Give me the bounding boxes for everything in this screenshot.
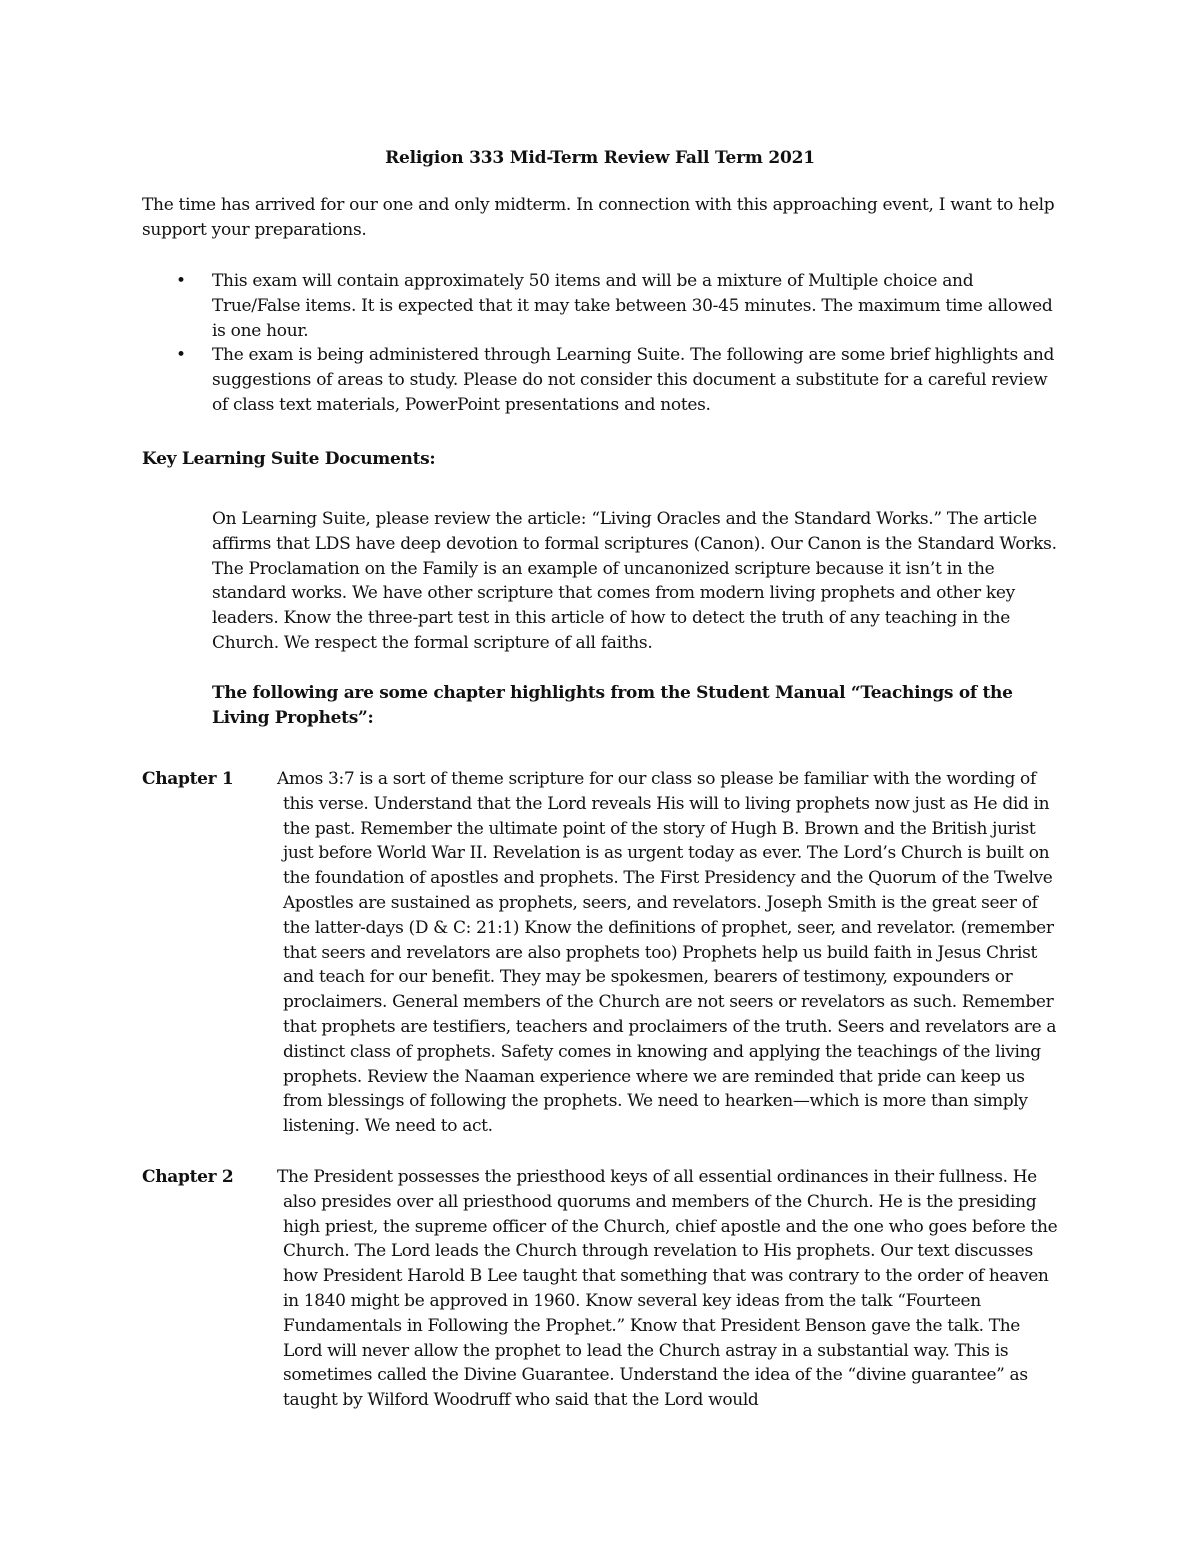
chapter-2-text: The President possesses the priesthood keys of all essential ordinances in their fullness. He also presides over all priesthood quorums and members of the Church. He is the presiding high priest, the supreme officer of the Church, chief apostle and the one who goes before the Church. The Lord leads the Church through revelation to His prophets. Our text discusses how President Harold B Lee taught that something that was contrary to the order of heaven in 1840 might be approved in 1960. Know several key ideas from the talk “Fourteen Fundamentals in Following the Prophet.” Know that President Benson gave the talk. The Lord will never allow the prophet to lead the Church astray in a substantial way. This is sometimes called the Divine Guarantee. Understand the idea of the “divine guarantee” as taught by Wilford Woodruff who said that the Lord would	[277, 1167, 1058, 1411]
bullet-text: This exam will contain approximately 50 items and will be a mixture of Multiple choice and True/False items. It is expected that it may take between 30-45 minutes. The maximum time allowed is one hour.	[212, 271, 1053, 341]
article-paragraph: On Learning Suite, please review the article: “Living Oracles and the Standard Works.” The article affirms that LDS have deep devotion to formal scriptures (Canon). Our Canon is the Standard Works. The Proclamation on the Family is an example of uncanonized scripture because it isn’t in the standard works. We have other scripture that comes from modern living prophets and other key leaders. Know the three-part test in this article of how to detect the truth of any teaching in the Church. We respect the formal scripture of all faiths.	[212, 509, 1057, 653]
manual-heading: The following are some chapter highlights from the Student Manual “Teachings of the Living Prophets”:	[212, 683, 1013, 728]
bullet-item	[142, 269, 1062, 343]
bullet-icon: •	[176, 271, 186, 291]
key-documents-heading: Key Learning Suite Documents:	[142, 449, 436, 469]
chapter-2-label: Chapter 2	[142, 1167, 234, 1187]
document-title: Religion 333 Mid-Term Review Fall Term 2021	[385, 148, 815, 168]
intro-paragraph: The time has arrived for our one and only midterm. In connection with this approaching event, I want to help support your preparations.	[142, 195, 1055, 240]
bullet-item	[142, 343, 1062, 417]
chapter-1-label: Chapter 1	[142, 769, 234, 789]
bullet-icon: •	[176, 345, 186, 366]
bullet-text: The exam is being administered through Learning Suite. The following are some brief highlights and suggestions of areas to study. Please do not consider this document a substitute for a careful review of class text materials, PowerPoint presentations and notes.	[212, 345, 1055, 415]
chapter-1-text: Amos 3:7 is a sort of theme scripture for our class so please be familiar with the wording of this verse. Understand that the Lord reveals His will to living prophets now just as He did in the past. Remember the ultimate point of the story of Hugh B. Brown and the British jurist just before World War II. Revelation is as urgent today as ever. The Lord’s Church is built on the foundation of apostles and prophets. The First Presidency and the Quorum of the Twelve Apostles are sustained as prophets, seers, and revelators. Joseph Smith is the great seer of the latter-days (D & C: 21:1) Know the definitions of prophet, seer, and revelator. (remember that seers and revelators are also prophets too) Prophets help us build faith in Jesus Christ and teach for our benefit. They may be spokesmen, bearers of testimony, expounders or proclaimers. General members of the Church are not seers or revelators as such. Remember that prophets are testifiers, teachers and proclaimers of the truth. Seers and revelators are a distinct class of prophets. Safety comes in knowing and applying the teachings of the living prophets. Review the Naaman experience where we are reminded that pride can keep us from blessings of following the prophets. We need to hearken—which is more than simply listening. We need to act.	[277, 769, 1057, 1137]
bullet-list	[142, 269, 1062, 418]
